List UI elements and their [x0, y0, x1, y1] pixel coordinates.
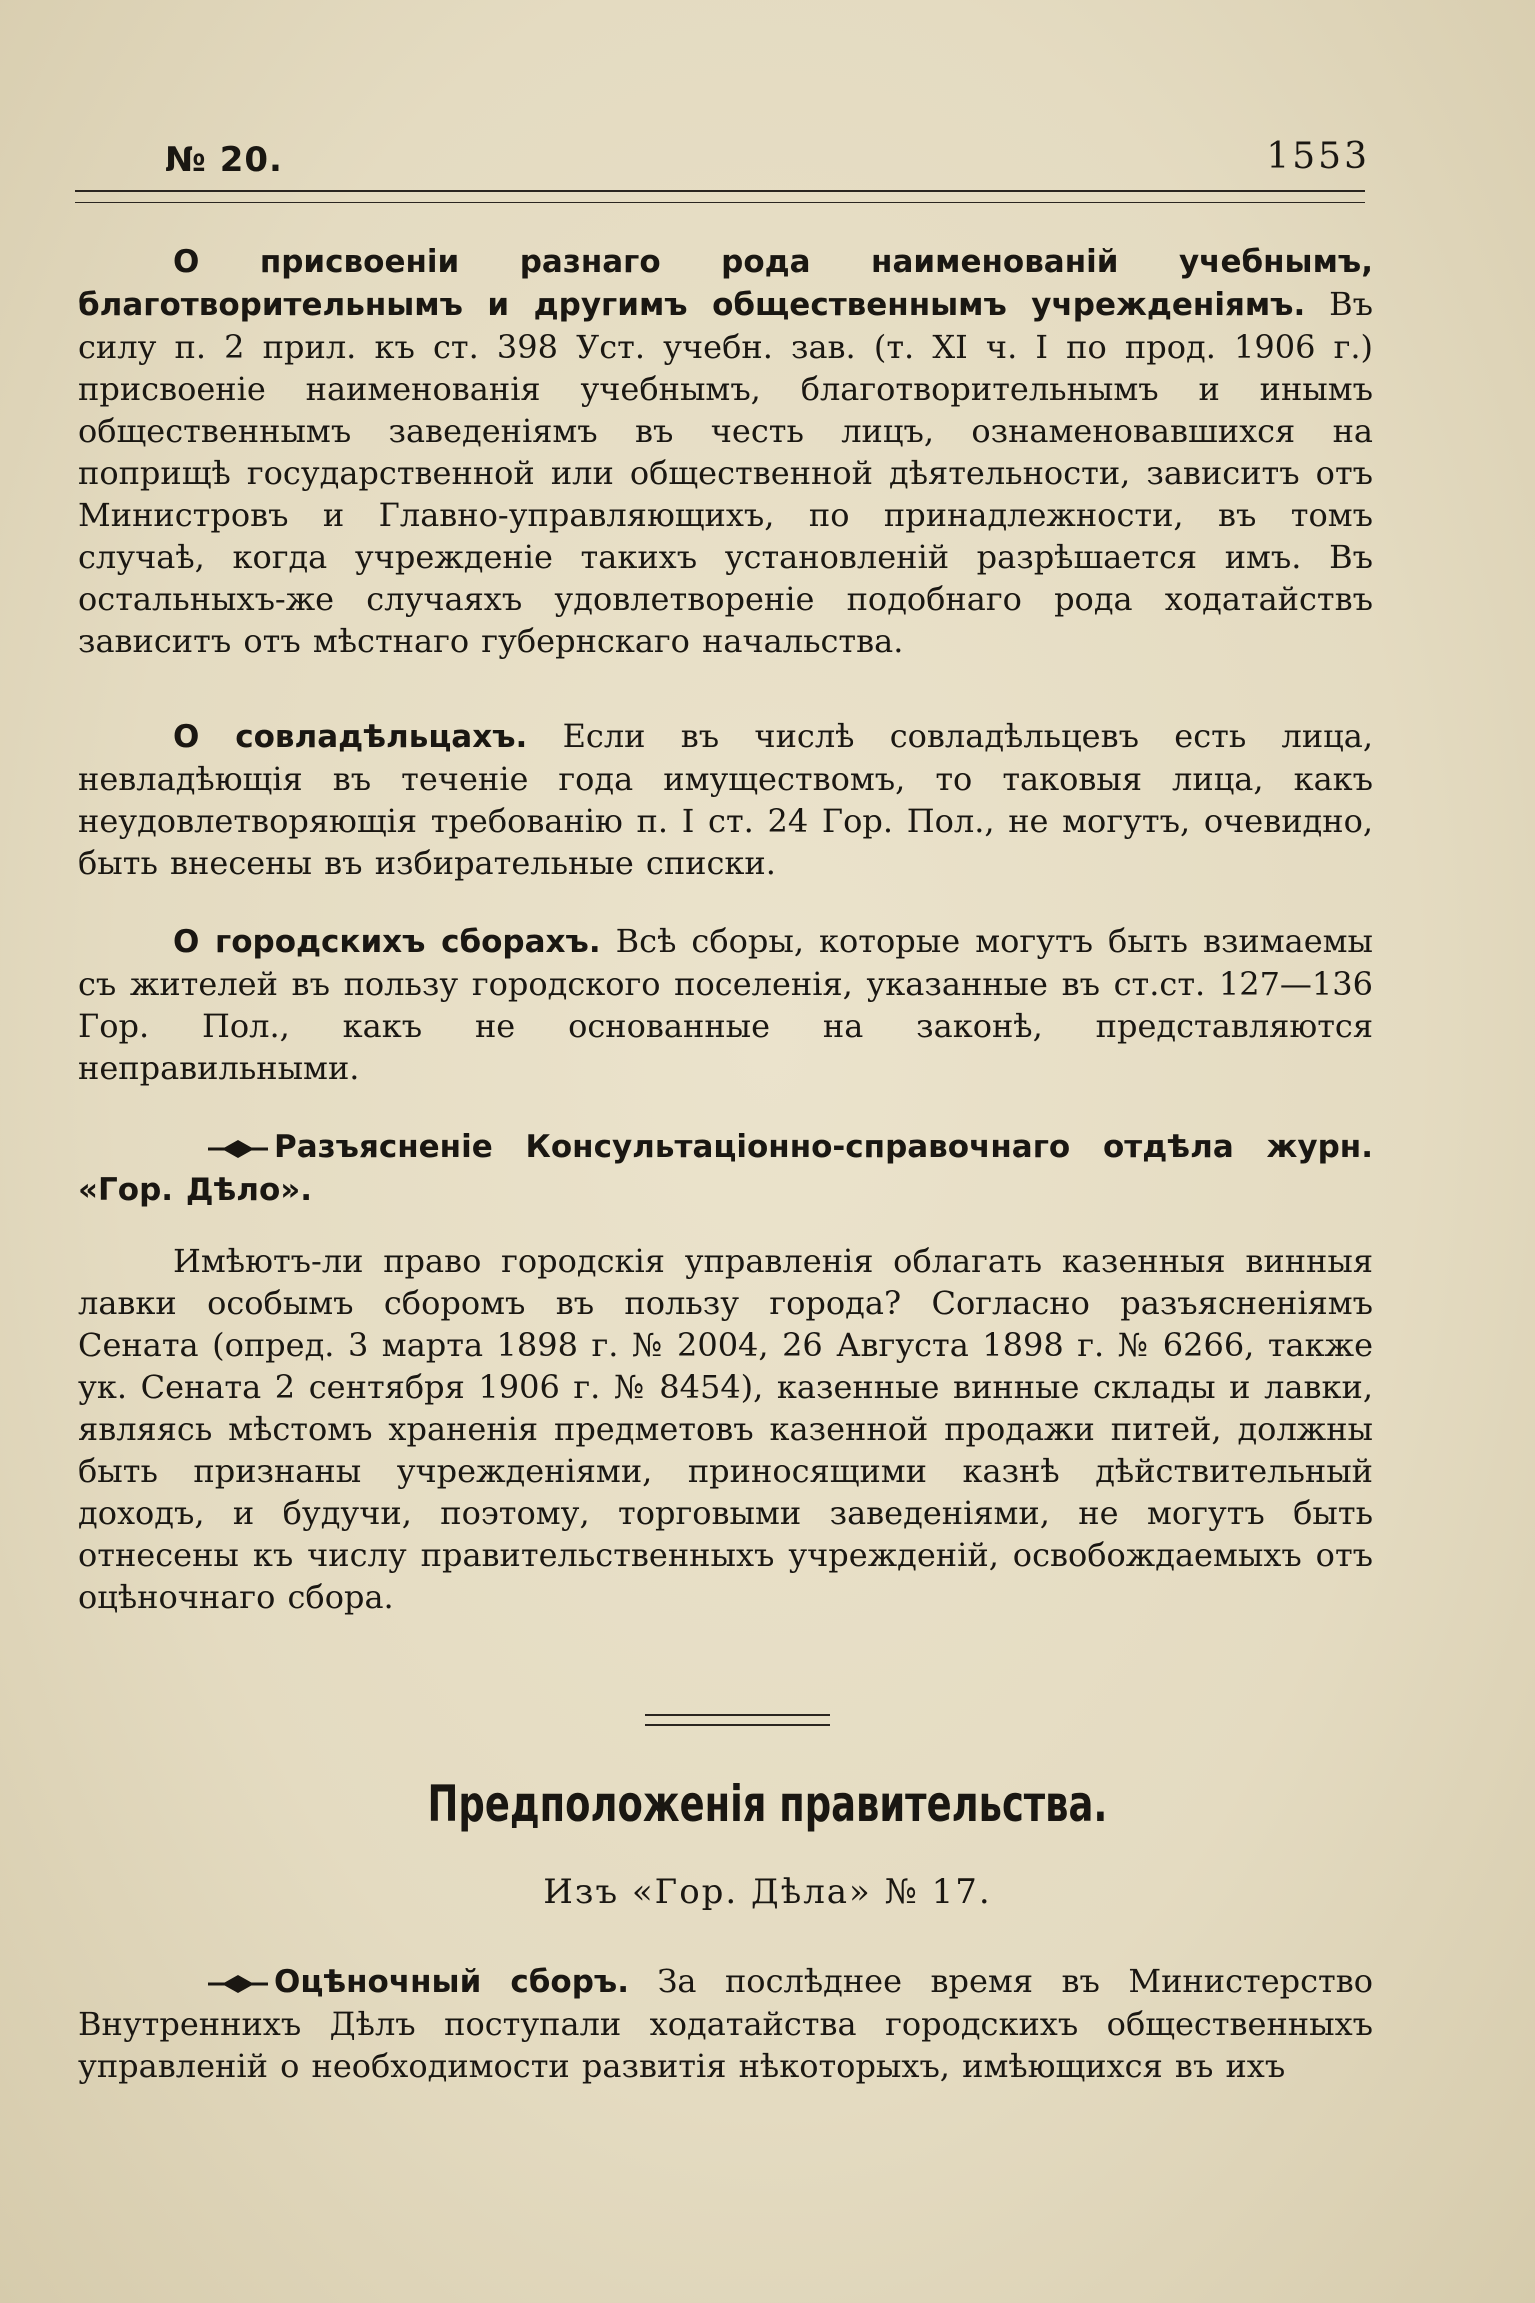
- page-number: 1553: [1266, 136, 1370, 177]
- arrow-diamond-icon: [208, 1138, 268, 1160]
- section-heading: О присвоеніи разнаго рода наименованій учебнымъ, благотворительнымъ и другимъ общественнымъ учрежденіямъ.: [78, 244, 1373, 323]
- section-heading: Разъясненіе Консультаціонно-справочнаго отдѣла журн. «Гор. Дѣло».: [78, 1129, 1373, 1208]
- section-heading: О городскихъ сборахъ.: [173, 924, 601, 960]
- part-subtitle: Изъ «Гор. Дѣла» № 17.: [543, 1872, 992, 1912]
- section-heading: Оцѣночный сборъ.: [274, 1964, 629, 2000]
- section-heading: О совладѣльцахъ.: [173, 719, 528, 755]
- section-body: За послѣднее время въ Министерство Внутреннихъ Дѣлъ поступали ходатайства городскихъ общественныхъ управленій о необходимости развитія нѣкоторыхъ, имѣющихся въ ихъ: [78, 1962, 1374, 2085]
- section-assessment-fee: [78, 1960, 1373, 2087]
- section-city-fees: [78, 920, 1373, 1089]
- section-clarification-heading: [78, 1125, 1373, 1211]
- section-body: Если въ числѣ совладѣльцевъ есть лица, невладѣющія въ теченіе года имуществомъ, то таковыя лица, какъ неудовлетворяющія требованію п. I ст. 24 Гор. Пол., не могутъ, очевидно, быть внесены въ избирательные списки.: [78, 717, 1373, 882]
- issue-number: № 20.: [165, 140, 283, 180]
- page-header: [165, 136, 1370, 190]
- section-co-owners: [78, 715, 1373, 884]
- section-body: Въ силу п. 2 прил. къ ст. 398 Уст. учебн. зав. (т. XI ч. I по прод. 1906 г.) присвоеніе наименованія учебнымъ, благотворительнымъ и инымъ общественнымъ заведеніямъ въ честь лицъ, ознаменовавшихся на поприщѣ государственной или общественной дѣятельности, зависитъ отъ Министровъ и Главно-управляющихъ, по принадлежности, въ томъ случаѣ, когда учрежденіе такихъ установленій разрѣшается имъ. Въ остальныхъ-же случаяхъ удовлетвореніе подобнаго рода ходатайствъ зависитъ отъ мѣстнаго губернскаго начальства.: [78, 285, 1373, 660]
- section-separator: [645, 1714, 830, 1726]
- header-rule: [75, 190, 1365, 203]
- section-clarification-body: [78, 1240, 1373, 1618]
- section-body: Всѣ сборы, которые могутъ быть взимаемы съ жителей въ пользу городского поселенія, указанные въ ст.ст. 127—136 Гор. Пол., какъ не основанные на законѣ, представляются неправильными.: [78, 922, 1374, 1087]
- arrow-diamond-icon: [208, 1973, 268, 1995]
- section-naming-institutions: [78, 240, 1373, 662]
- part-title: Предположенія правительства.: [427, 1775, 1108, 1833]
- section-body: Имѣютъ-ли право городскія управленія облагать казенныя винныя лавки особымъ сборомъ въ пользу города? Согласно разъясненіямъ Сената (опред. 3 марта 1898 г. № 2004, 26 Августа 1898 г. № 6266, также ук. Сената 2 сентября 1906 г. № 8454), казенные винные склады и лавки, являясь мѣстомъ храненія предметовъ казенной продажи питей, должны быть признаны учрежденіями, приносящими казнѣ дѣйствительный доходъ, и будучи, поэтому, торговыми заведеніями, не могутъ быть отнесены къ числу правительственныхъ учрежденій, освобождаемыхъ отъ оцѣночнаго сбора.: [78, 1242, 1373, 1616]
